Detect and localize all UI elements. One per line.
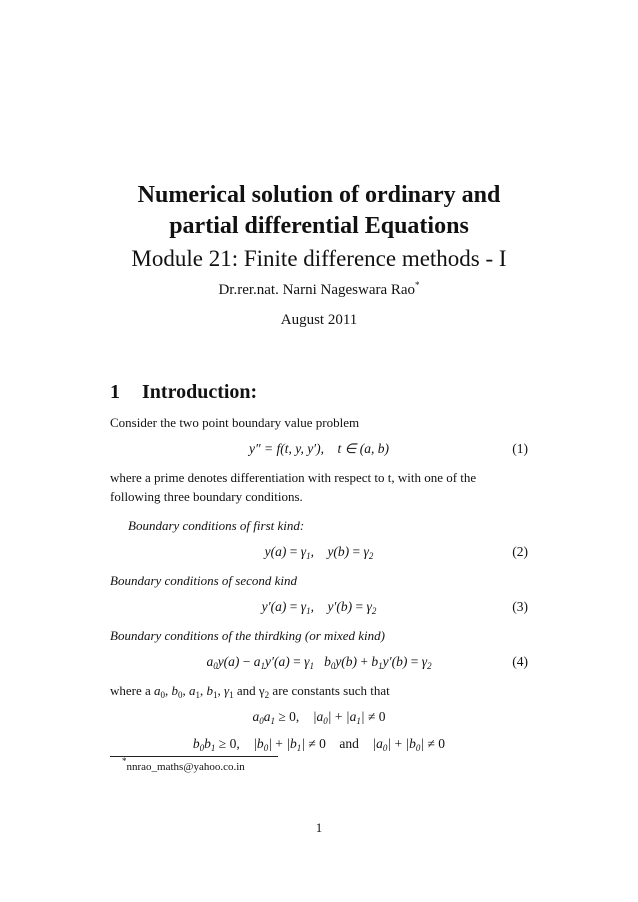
footnote-rule	[110, 756, 278, 757]
author	[0, 282, 638, 299]
paper-title-line-1: Numerical solution of ordinary and	[137, 182, 501, 208]
date: August 2011	[280, 312, 358, 328]
paragraph-2: where a prime denotes differentiation with respect to t, with one of the following three boundary conditions.	[110, 470, 477, 504]
equation-3-number: (3)	[512, 599, 528, 614]
author-footnote-mark: *	[415, 280, 420, 290]
bc-third-kind-label: Boundary conditions of the thirdking (or mixed kind)	[110, 628, 385, 643]
equation-4-number: (4)	[512, 654, 528, 669]
equation-3	[110, 599, 528, 619]
bc-first-kind-label: Boundary conditions of first kind:	[128, 518, 305, 533]
paper-subtitle: Module 21: Finite difference methods - I	[131, 246, 507, 271]
section-heading	[110, 381, 257, 404]
condition-2-math: $b_0b_1 \ge 0$, $|b_0| + |b_1| \ne 0$ and $|a_0| + |b_0| \ne 0$	[192, 736, 446, 753]
page-number: 1	[315, 820, 323, 835]
equation-1-number: (1)	[512, 441, 528, 456]
equation-1	[110, 441, 528, 461]
paragraph-3: where a $a_0$, $b_0$, $a_1$, $b_1$, $\gamma_1$ and $\gamma_2$ are constants such that	[110, 683, 390, 700]
footnote-email: nnrao_maths@yahoo.co.in	[126, 761, 245, 773]
equation-4-math: $a_0y(a) - a_1y'(a) = \gamma_1$ $b_0y(b) + b_1y'(b) = \gamma_2$	[206, 654, 432, 671]
equation-1-math: y″ = f(t, y, y′), t ∈ (a, b)	[248, 441, 390, 456]
equation-2-number: (2)	[512, 544, 528, 559]
equation-3-math: $y'(a) = \gamma_1$, $y'(b) = \gamma_2$	[261, 599, 377, 616]
paragraph-1: Consider the two point boundary value problem	[110, 415, 360, 430]
condition-1-math: $a_0a_1 \ge 0$, $|a_0| + |a_1| \ne 0$	[252, 709, 386, 726]
condition-2	[110, 736, 528, 756]
footnote-mark: *	[122, 756, 127, 766]
section-number: 1	[110, 381, 120, 403]
equation-2	[110, 544, 528, 564]
condition-1	[110, 709, 528, 729]
title-block	[0, 180, 638, 274]
footnote	[122, 756, 245, 773]
paper-title-line-2: partial differential Equations	[169, 213, 469, 239]
author-name: Dr.rer.nat. Narni Nageswara Rao	[218, 282, 416, 298]
bc-second-kind-label: Boundary conditions of second kind	[110, 573, 298, 588]
section-title: Introduction:	[142, 381, 258, 403]
equation-2-math: $y(a) = \gamma_1$, $y(b) = \gamma_2$	[264, 544, 374, 561]
equation-4	[110, 654, 528, 674]
